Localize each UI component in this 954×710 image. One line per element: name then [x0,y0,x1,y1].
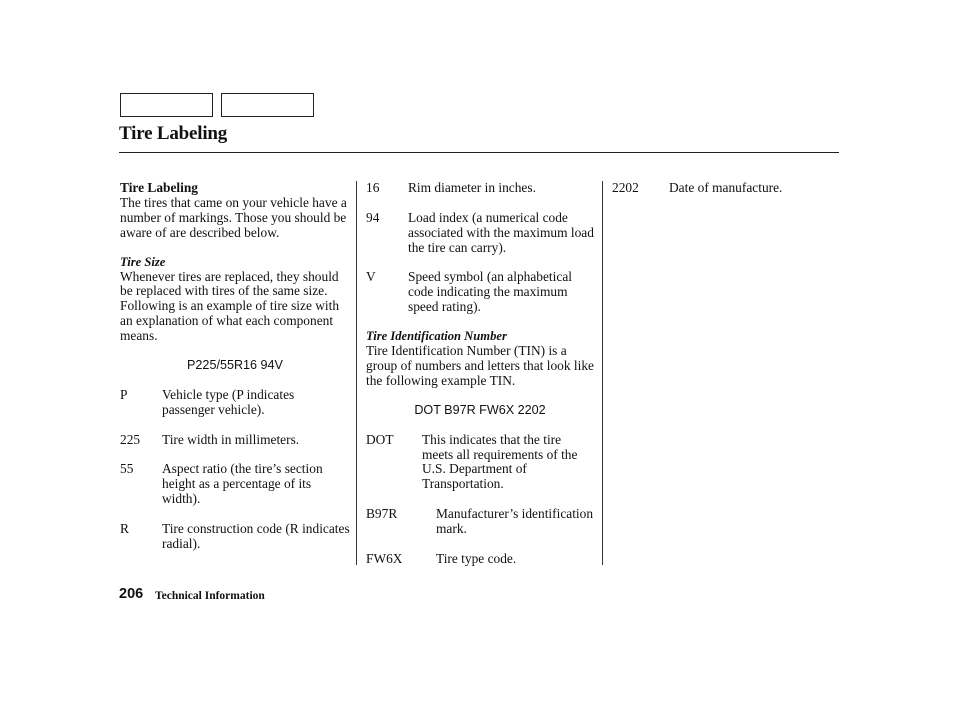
definition-code: 94 [366,209,380,225]
subheading-tin: Tire Identification Number [366,329,507,344]
definition-item [366,552,594,567]
definition-text: Aspect ratio (the tire’s section height as a percentage of its width). [162,461,323,507]
title-rule [119,152,839,153]
definition-code: 55 [120,461,134,477]
definition-item [120,433,350,448]
section-tab-1 [120,93,213,117]
definition-item [120,522,350,552]
definition-item [366,507,594,537]
subheading-tire-size: Tire Size [120,254,166,269]
definition-code: B97R [366,506,398,522]
definition-code: 2202 [612,180,639,195]
tin-paragraph: Tire Identification Number (TIN) is a group of numbers and letters that look like the following example TIN. [366,343,594,388]
definition-text: Vehicle type (P indicates passenger vehicle). [162,386,295,417]
footer-section-title: Technical Information [155,590,265,602]
column-divider-1 [356,181,357,565]
column-3 [612,181,838,211]
column-1 [120,181,350,567]
definition-item [366,270,594,315]
definition-text: Tire construction code (R indicates radial). [162,521,350,551]
tire-size-paragraph: Whenever tires are replaced, they should be replaced with tires of the same size. Following is an example of tire size with an explanation of what each component means. [120,268,340,344]
definition-item [366,181,594,196]
tin-example: DOT B97R FW6X 2202 [414,402,546,417]
definition-text: Speed symbol (an alphabetical code indicating the maximum speed rating). [408,269,572,315]
definition-code: P [120,386,128,402]
definition-code: DOT [366,431,394,447]
definition-text: This indicates that the tire meets all requirements of the U.S. Department of Transportation. [422,431,578,492]
tire-size-example: P225/55R16 94V [187,358,283,373]
page-title: Tire Labeling [119,123,228,144]
definition-code: R [120,521,129,537]
page-number: 206 [119,586,144,602]
definition-text: Rim diameter in inches. [408,180,536,195]
definition-code: 225 [120,431,141,447]
section-heading: Tire Labeling [120,180,199,195]
definition-code: FW6X [366,550,403,566]
definition-text: Tire type code. [436,550,517,566]
definition-text: Tire width in millimeters. [162,431,300,447]
column-divider-2 [602,181,603,565]
definition-item [120,388,350,418]
definition-text: Load index (a numerical code associated with the maximum load the tire can carry). [408,209,594,255]
definition-code: 16 [366,180,380,195]
definition-text: Date of manufacture. [669,180,783,195]
definition-item [120,462,350,507]
definition-item [366,211,594,256]
definition-item [612,181,838,196]
definition-text: Manufacturer’s identification mark. [436,506,594,537]
definition-item [366,433,594,493]
column-2 [366,181,594,582]
intro-paragraph: The tires that came on your vehicle have a number of markings. Those you should be aware of are described below. [120,194,347,240]
definition-code: V [366,269,376,285]
section-tab-2 [221,93,314,117]
